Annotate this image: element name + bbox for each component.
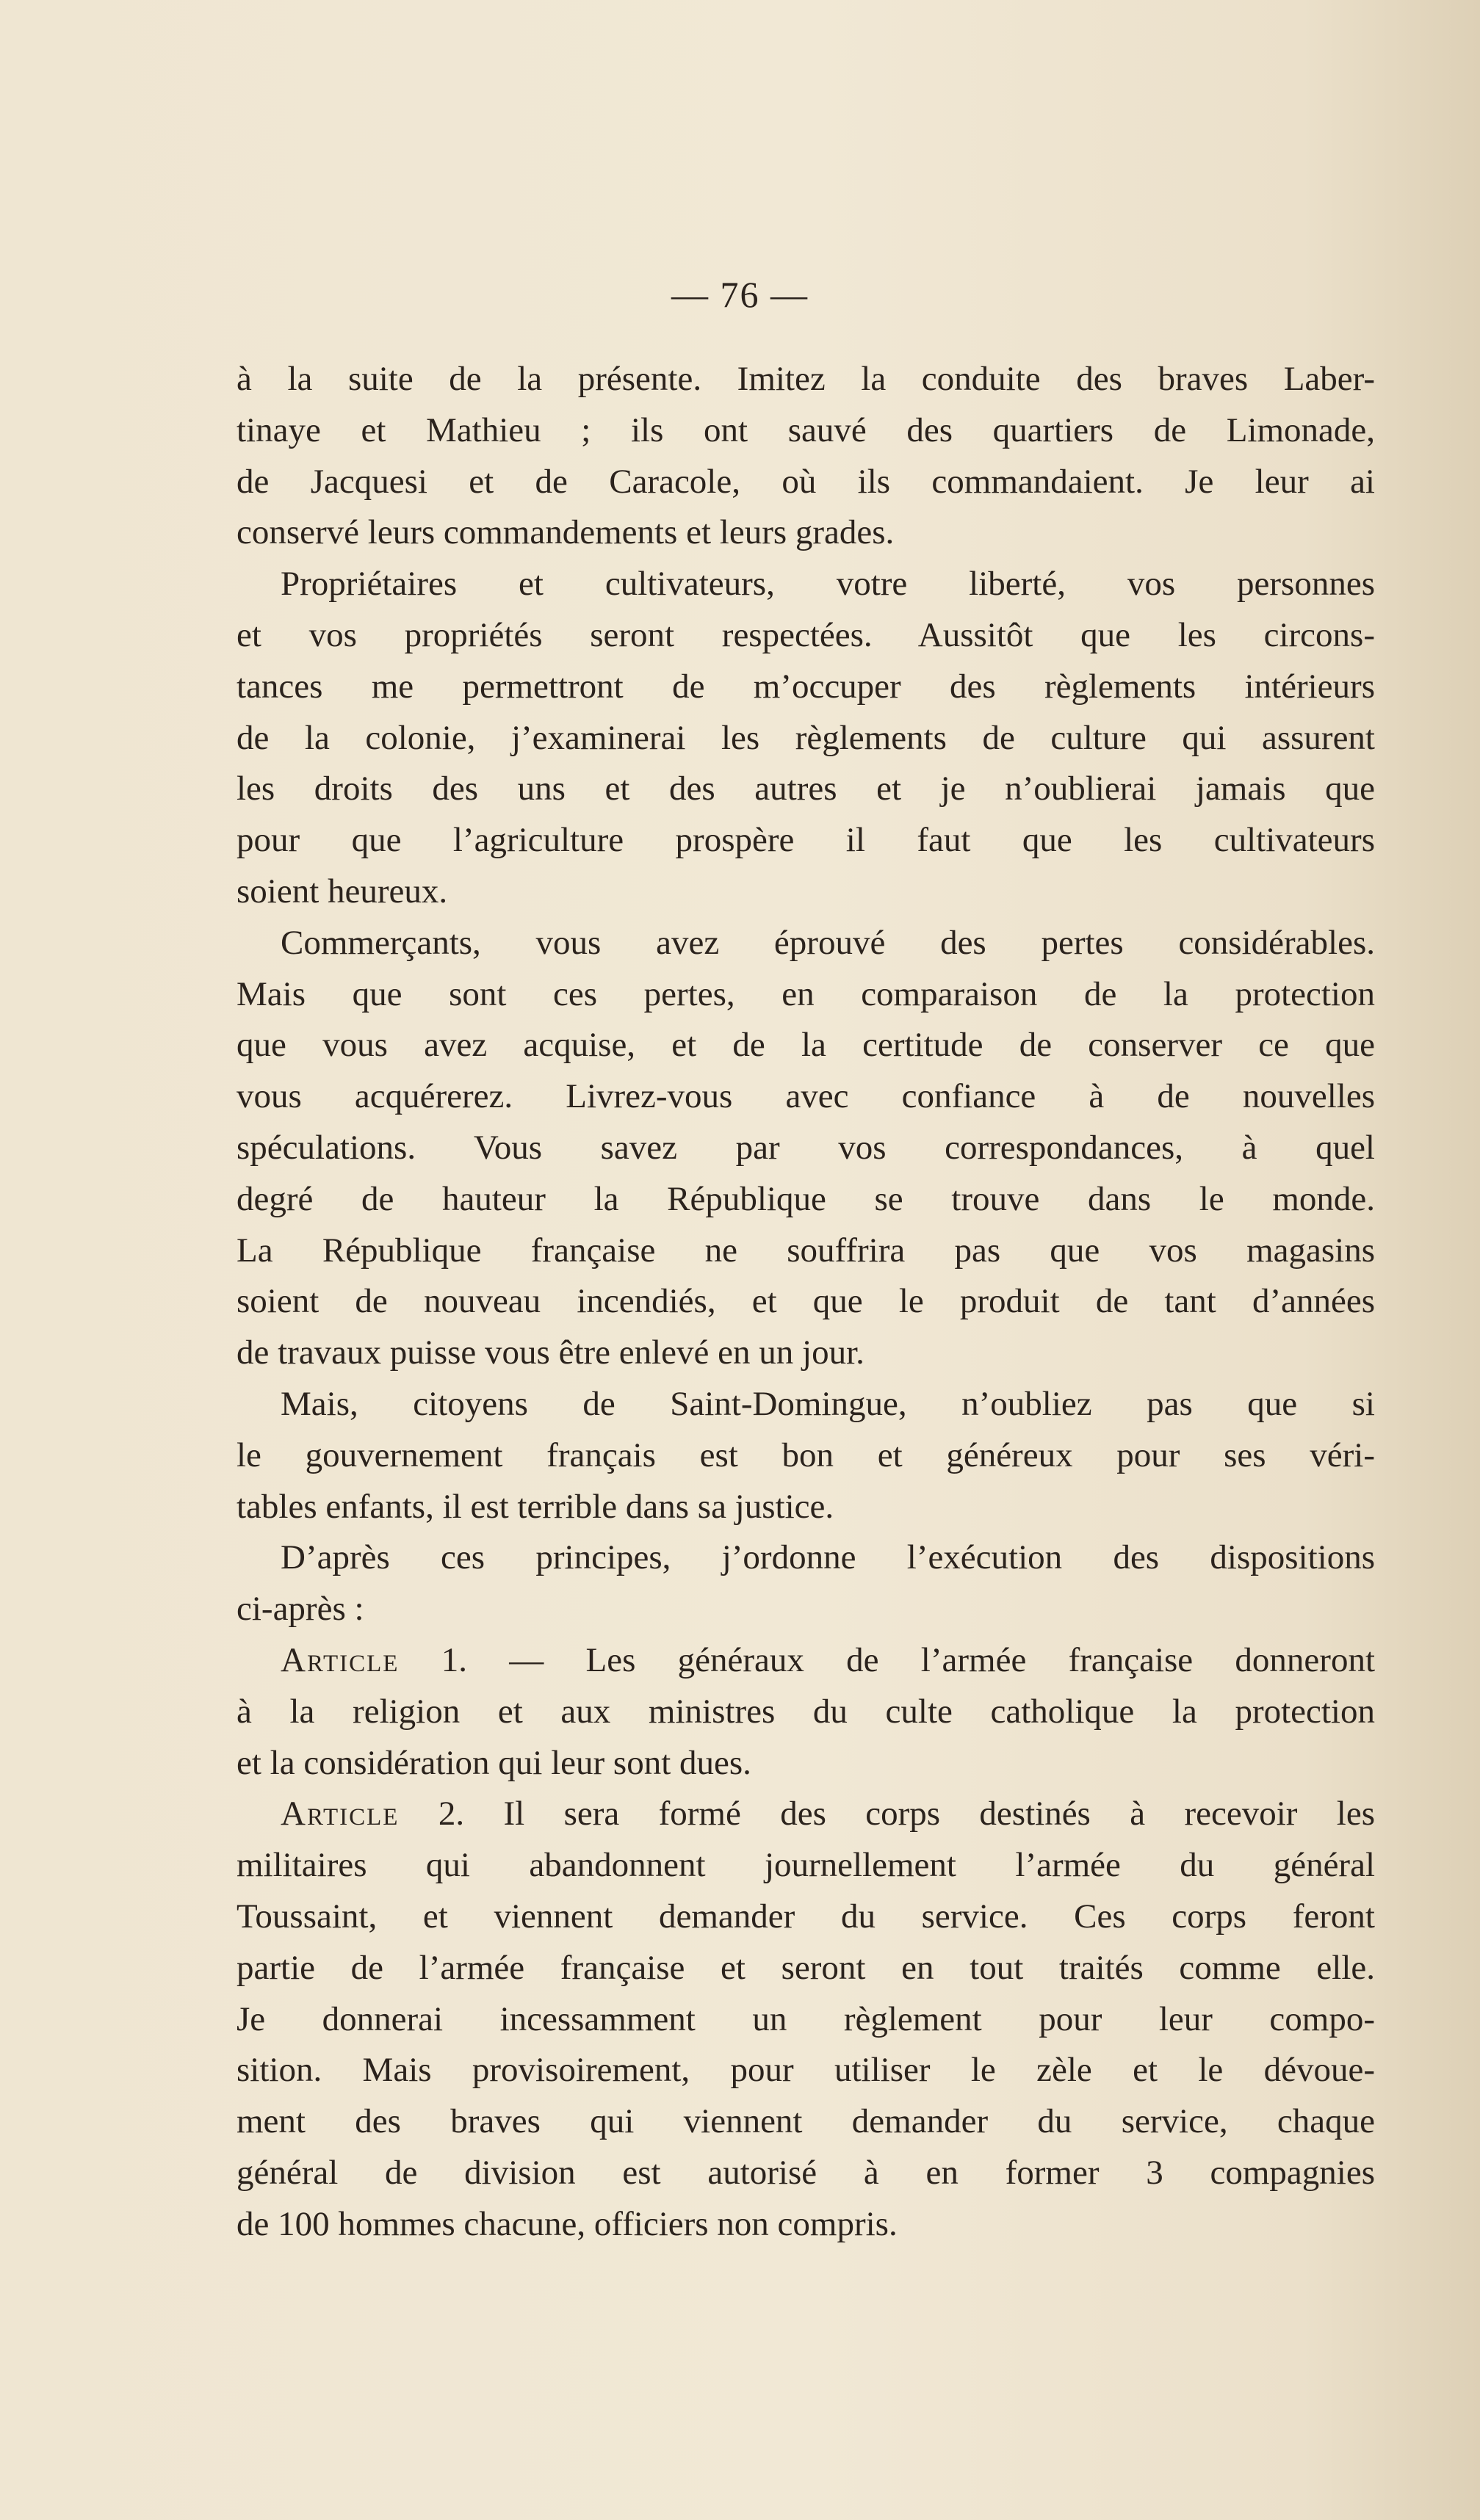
article-label: Article [281,1640,400,1679]
text-line: La République française ne souffrira pas que vos magasins [237,1231,1375,1270]
text-line: le gouvernement français est bon et généreux pour ses véri- [237,1435,1375,1474]
text-line: soient de nouveau incendiés, et que le produit de tant d’années [237,1282,1375,1321]
text-line: partie de l’armée française et seront en tout traités comme elle. [237,1948,1375,1987]
text-line: Propriétaires et cultivateurs, votre liberté, vos personnes [281,565,1375,604]
text-line: de travaux puisse vous être enlevé en un jour. [237,1333,864,1372]
text-line: Je donnerai incessamment un règlement pour leur compo- [237,1999,1375,2038]
text-line: vous acquérerez. Livrez-vous avec confiance à de nouvelles [237,1077,1375,1116]
text-line: ment des braves qui viennent demander du service, chaque [237,2102,1375,2141]
article-label: Article [281,1795,400,1833]
text-line: militaires qui abandonnent journellement l’armée du général [237,1846,1375,1885]
text-line: sition. Mais provisoirement, pour utiliser le zèle et le dévoue- [237,2051,1375,2090]
text-line: que vous avez acquise, et de la certitude de conserver ce que [237,1026,1375,1065]
article-1-line [237,1635,1375,1687]
text-line: D’après ces principes, j’ordonne l’exécution des dispositions [281,1538,1375,1577]
text-line: degré de hauteur la République se trouve dans le monde. [237,1179,1375,1218]
text-line: Commerçants, vous avez éprouvé des pertes considérables. [281,923,1375,962]
text-line: et vos propriétés seront respectées. Aussitôt que les circons- [237,615,1375,654]
text-line: 1. — Les généraux de l’armée française donneront [441,1640,1376,1679]
text-line: spéculations. Vous savez par vos correspondances, à quel [237,1128,1375,1167]
article-2-line [237,1789,1375,1840]
text-line: Mais, citoyens de Saint-Domingue, n’oubliez pas que si [281,1384,1375,1423]
text-line: et la considération qui leur sont dues. [237,1743,751,1782]
text-line: les droits des uns et des autres et je n’oublierai jamais que [237,770,1375,808]
text-line: tables enfants, il est terrible dans sa justice. [237,1487,834,1526]
text-line: soient heureux. [237,872,448,910]
text-line: tinaye et Mathieu ; ils ont sauvé des quartiers de Limonade, [237,410,1375,449]
text-line: Toussaint, et viennent demander du service. Ces corps feront [237,1897,1375,1936]
text-line: général de division est autorisé à en former 3 compagnies [237,2153,1375,2192]
text-line: Mais que sont ces pertes, en comparaison de la protection [237,974,1375,1013]
page-number: — 76 — [671,274,809,315]
text-line: conservé leurs commandements et leurs grades. [237,513,895,552]
text-line: tances me permettront de m’occuper des règlements intérieurs [237,667,1375,706]
text-line: 2. Il sera formé des corps destinés à recevoir les [438,1795,1376,1833]
text-line: à la suite de la présente. Imitez la conduite des braves Laber- [237,360,1375,398]
text-line: ci-après : [237,1590,364,1629]
page-body-text [237,354,1375,2250]
text-line: pour que l’agriculture prospère il faut que les cultivateurs [237,821,1375,860]
text-line: de Jacquesi et de Caracole, où ils commandaient. Je leur ai [237,462,1375,501]
text-line: à la religion et aux ministres du culte catholique la protection [237,1692,1375,1731]
text-line: de 100 hommes chacune, officiers non compris. [237,2204,898,2243]
text-line: de la colonie, j’examinerai les règlements de culture qui assurent [237,718,1375,757]
